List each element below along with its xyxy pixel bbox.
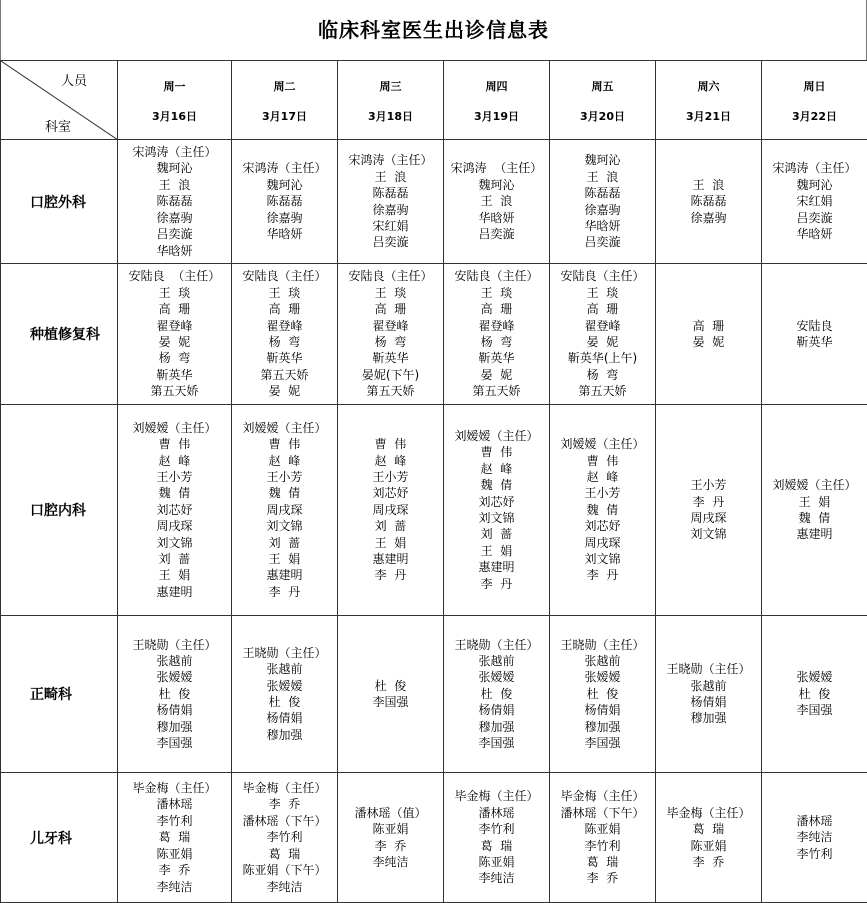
doctor-name: 王 琰 [374,285,407,300]
doctor-name: 王 娟 [480,543,513,558]
doctor-name: 魏 倩 [798,511,831,525]
schedule-cell [444,616,550,773]
doctor-name: 穆加强 [584,719,621,734]
doctor-name: 赵 峰 [374,453,407,468]
doctor-name: 李 丹 [586,568,619,583]
doctor-name: 张越前 [266,662,303,677]
doctor-name: 靳英华 [266,351,303,366]
doctor-name: 安陆良（主任） [242,269,327,284]
doctor-name: 刘文锦 [266,519,303,534]
schedule-cell [118,773,232,903]
doctor-name: 王小芳 [372,469,409,484]
doctor-name: 高 珊 [692,318,725,333]
doctor-name: 杜 俊 [480,686,513,701]
doctor-name: 晏妮(下午) [361,367,420,382]
doctor-name: 李 乔 [374,838,407,853]
schedule-cell [232,140,338,264]
doctor-name: 张嫒嫒 [156,670,193,685]
schedule-cell [338,140,444,264]
doctor-name: 刘芯妤 [372,486,409,501]
schedule-cell [656,140,762,264]
doctor-name: 张嫒嫒 [478,670,515,685]
doctor-name: 刘芯妤 [584,519,621,534]
schedule-cell [656,264,762,405]
doctor-name: 周戌琛 [372,502,409,517]
doctor-name: 陈磊磊 [584,186,621,201]
schedule-cell [118,405,232,616]
doctor-name: 李国强 [584,736,621,751]
doctor-name: 王小芳 [690,478,727,493]
doctor-name: 潘林瑶（值） [354,805,427,820]
doctor-name: 王 浪 [374,169,407,184]
doctor-name: 李竹利 [266,830,303,845]
doctor-name: 华晗妍 [584,218,621,233]
doctor-name: 宋鸿涛（主任） [242,161,327,176]
department-row [1,616,867,773]
doctor-name: 李竹利 [796,846,833,861]
doctor-name: 魏珂沁 [156,161,193,176]
doctor-name: 杜 俊 [798,686,831,701]
doctor-name: 李竹利 [478,822,515,837]
doctor-name: 李 丹 [692,494,725,509]
doctor-name: 曹 伟 [158,437,191,452]
doctor-name: 高 珊 [158,302,191,317]
doctor-name: 潘林瑶 [478,805,515,820]
day-name: 周六 [697,80,720,93]
corner-bottom-label: 科室 [45,120,72,135]
day-name: 周三 [379,80,402,93]
doctor-name: 第五天娇 [150,384,199,399]
doctor-name: 周戌琛 [156,519,193,534]
doctor-name: 魏珂沁 [266,177,303,192]
schedule-cell [338,773,444,903]
department-name: 口腔外科 [1,140,118,264]
doctor-name: 潘林瑶 [156,797,193,812]
doctor-name: 王 娟 [268,552,301,567]
schedule-cell [656,616,762,773]
doctor-name: 王小芳 [584,486,621,501]
doctor-name: 靳英华 [156,367,193,382]
doctor-name: 李竹利 [584,838,621,853]
doctor-name: 葛 瑞 [586,854,619,869]
doctor-name: 吕奕漩 [478,227,515,242]
schedule-cell [762,140,867,264]
doctor-name: 陈亚娟 [584,822,621,837]
doctor-name: 高 珊 [268,302,301,317]
day-date: 3月16日 [152,110,197,123]
doctor-name: 李 丹 [374,568,407,583]
schedule-cell [762,616,867,773]
doctor-name: 张越前 [478,653,515,668]
doctor-name: 晏 妮 [268,384,301,399]
doctor-name: 王晓勋（主任） [560,637,645,652]
doctor-name: 魏珂沁 [478,177,515,192]
doctor-name: 潘林瑶（下午） [560,805,645,820]
doctor-name: 葛 瑞 [480,838,513,853]
doctor-name: 杜 俊 [374,678,407,693]
doctor-name: 杨 弯 [480,335,513,349]
doctor-name: 赵 峰 [480,461,513,476]
doctor-name: 宋鸿涛（主任） [772,161,857,176]
doctor-name: 张越前 [690,678,727,693]
department-row [1,264,867,405]
doctor-name: 徐嘉驹 [266,210,303,225]
doctor-name: 张越前 [156,653,193,668]
day-name: 周五 [591,80,614,93]
day-date: 3月17日 [262,110,307,123]
day-header [338,61,444,140]
doctor-name: 晏 妮 [692,335,725,349]
doctor-name: 赵 峰 [158,453,191,468]
doctor-name: 刘嫒嫒（主任） [560,437,645,452]
doctor-name: 穆加强 [478,719,515,734]
doctor-name: 陈亚娟 [156,846,193,861]
doctor-name: 杨倩娟 [266,711,303,726]
doctor-name: 曹 伟 [480,445,513,460]
doctor-name: 杜 俊 [268,695,301,709]
doctor-name: 靳英华 [372,351,409,366]
doctor-name: 惠建明 [372,552,409,567]
doctor-name: 翟登峰 [584,318,621,333]
doctor-name: 宋红娟 [372,218,409,233]
department-name: 种植修复科 [1,264,118,405]
doctor-name: 李 乔 [268,797,301,812]
day-header [656,61,762,140]
doctor-name: 陈磊磊 [156,194,193,209]
doctor-name: 第五天娇 [260,367,309,382]
day-date: 3月21日 [686,110,731,123]
doctor-name: 陈亚娟 [372,822,409,837]
doctor-name: 华晗妍 [478,210,515,225]
doctor-name: 刘文锦 [690,527,727,542]
doctor-name: 李纯洁 [266,879,303,894]
doctor-name: 安陆良（主任） [560,269,645,284]
day-date: 3月22日 [792,110,837,123]
doctor-name: 李纯洁 [372,854,409,869]
doctor-name: 刘 蔷 [480,527,513,542]
corner-cell [1,61,118,140]
schedule-cell [550,405,656,616]
doctor-name: 吕奕漩 [156,227,193,242]
schedule-cell [656,773,762,903]
doctor-name: 王晓勋（主任） [454,637,539,652]
doctor-name: 杨 弯 [268,335,301,349]
doctor-name: 安陆良（主任） [454,269,539,284]
schedule-cell [444,264,550,405]
doctor-name: 曹 伟 [268,437,301,452]
doctor-name: 魏珂沁 [796,177,833,192]
doctor-name: 刘文锦 [156,535,193,550]
doctor-name: 杨 弯 [158,351,191,366]
day-header [762,61,867,140]
schedule-cell [232,405,338,616]
doctor-name: 王晓勋（主任） [242,645,327,660]
doctor-name: 刘嫒嫒（主任） [132,420,217,435]
doctor-name: 杨倩娟 [584,703,621,718]
doctor-name: 王小芳 [156,469,193,484]
department-row [1,405,867,616]
schedule-cell [118,616,232,773]
doctor-name: 穆加强 [266,727,303,742]
schedule-cell [550,773,656,903]
doctor-name: 杨 弯 [374,335,407,349]
schedule-table [0,60,867,903]
doctor-name: 刘芯妤 [478,494,515,509]
doctor-name: 潘林瑶（下午） [242,813,327,828]
doctor-name: 李纯洁 [478,871,515,886]
doctor-name: 张嫒嫒 [584,670,621,685]
doctor-name: 陈亚娟 [690,838,727,853]
doctor-name: 惠建明 [156,584,193,599]
doctor-name: 王 琰 [586,285,619,300]
doctor-name: 杨倩娟 [478,703,515,718]
doctor-name: 王 浪 [480,194,513,209]
doctor-name: 曹 伟 [374,437,407,452]
doctor-name: 靳英华(上午) [567,351,638,366]
doctor-name: 王 浪 [158,177,191,192]
doctor-name: 毕金梅（主任） [666,805,751,820]
department-name: 口腔内科 [1,405,118,616]
doctor-name: 晏 妮 [158,335,191,349]
page-title: 临床科室医生出诊信息表 [0,0,867,60]
doctor-name: 周戌琛 [584,535,621,550]
schedule-cell [444,140,550,264]
doctor-name: 周戌琛 [690,511,727,525]
schedule-cell [550,264,656,405]
day-name: 周日 [803,80,826,93]
department-name: 正畸科 [1,616,118,773]
corner-top-label: 人员 [60,74,87,89]
doctor-name: 李 乔 [586,871,619,886]
doctor-name: 杜 俊 [158,686,191,701]
schedule-cell [338,616,444,773]
doctor-name: 安陆良（主任） [348,269,433,284]
doctor-name: 晏 妮 [480,367,513,382]
doctor-name: 魏 倩 [268,486,301,501]
day-name: 周二 [273,80,296,93]
doctor-name: 王晓勋（主任） [666,662,751,677]
doctor-name: 王 琰 [480,285,513,300]
doctor-name: 惠建明 [266,568,303,583]
schedule-cell [550,616,656,773]
doctor-name: 陈磊磊 [266,194,303,209]
doctor-name: 刘嫒嫒（主任） [454,428,539,443]
doctor-name: 高 珊 [480,302,513,317]
schedule-cell [118,140,232,264]
doctor-name: 靳英华 [478,351,515,366]
day-date: 3月18日 [368,110,413,123]
doctor-name: 毕金梅（主任） [560,789,645,804]
doctor-name: 刘 蔷 [158,552,191,567]
doctor-name: 惠建明 [796,527,833,542]
doctor-name: 魏 倩 [158,486,191,501]
doctor-name: 穆加强 [156,719,193,734]
doctor-name: 吕奕漩 [584,235,621,250]
schedule-cell [550,140,656,264]
doctor-name: 陈磊磊 [690,194,727,209]
doctor-name: 王 娟 [374,535,407,550]
doctor-name: 李国强 [796,703,833,718]
doctor-name: 杨倩娟 [156,703,193,718]
doctor-name: 靳英华 [796,335,833,349]
doctor-name: 张越前 [584,653,621,668]
doctor-name: 李 乔 [158,863,191,878]
doctor-name: 翟登峰 [266,318,303,333]
schedule-cell [118,264,232,405]
doctor-name: 王 娟 [798,494,831,509]
doctor-name: 李纯洁 [796,830,833,845]
doctor-name: 张嫒嫒 [266,678,303,693]
doctor-name: 杨倩娟 [690,695,727,709]
doctor-name: 宋鸿涛（主任） [132,145,217,160]
doctor-name: 宋鸿涛（主任） [348,153,433,168]
doctor-name: 第五天娇 [472,384,521,399]
doctor-name: 惠建明 [478,560,515,575]
doctor-name: 李 乔 [692,854,725,869]
doctor-name: 高 珊 [586,302,619,317]
day-header [550,61,656,140]
doctor-name: 第五天娇 [366,384,415,399]
doctor-name: 李国强 [372,695,409,709]
doctor-name: 赵 峰 [586,469,619,484]
schedule-cell [338,264,444,405]
doctor-name: 刘文锦 [584,552,621,567]
doctor-name: 刘 蔷 [374,519,407,534]
day-date: 3月19日 [474,110,519,123]
doctor-name: 潘林瑶 [796,813,833,828]
schedule-cell [232,616,338,773]
doctor-name: 赵 峰 [268,453,301,468]
schedule-cell [338,405,444,616]
doctor-name: 曹 伟 [586,453,619,468]
doctor-name: 李纯洁 [156,879,193,894]
doctor-name: 翟登峰 [478,318,515,333]
doctor-name: 杨 弯 [586,367,619,382]
doctor-name: 杜 俊 [586,686,619,701]
doctor-name: 毕金梅（主任） [132,781,217,796]
day-name: 周一 [163,80,186,93]
schedule-cell [444,405,550,616]
header-row [1,61,867,140]
doctor-name: 华晗妍 [796,227,833,242]
doctor-name: 穆加强 [690,711,727,726]
doctor-name: 陈亚娟（下午） [242,863,327,878]
doctor-name: 宋红娟 [796,194,833,209]
doctor-name: 王晓勋（主任） [132,637,217,652]
doctor-name: 王 娟 [158,568,191,583]
schedule-cell [762,264,867,405]
doctor-name: 魏 倩 [586,502,619,517]
doctor-name: 魏 倩 [480,478,513,493]
doctor-name: 王 琰 [158,285,191,300]
doctor-name: 徐嘉驹 [690,210,727,225]
doctor-name: 李 丹 [268,584,301,599]
day-header [444,61,550,140]
doctor-name: 李国强 [156,736,193,751]
department-name: 儿牙科 [1,773,118,903]
doctor-name: 刘嫒嫒（主任） [242,420,327,435]
doctor-name: 安陆良 [796,318,833,333]
doctor-name: 陈亚娟 [478,854,515,869]
doctor-name: 安陆良 （主任） [128,269,221,284]
doctor-name: 宋鸿涛 （主任） [450,161,543,176]
doctor-name: 第五天娇 [578,384,627,399]
doctor-name: 魏珂沁 [584,153,621,168]
doctor-name: 张嫒嫒 [796,670,833,685]
schedule-cell [232,264,338,405]
doctor-name: 翟登峰 [156,318,193,333]
doctor-name: 高 珊 [374,302,407,317]
doctor-name: 徐嘉驹 [372,202,409,217]
day-name: 周四 [485,80,508,93]
department-row [1,140,867,264]
doctor-name: 刘芯妤 [156,502,193,517]
doctor-name: 华晗妍 [156,243,193,258]
doctor-name: 葛 瑞 [692,822,725,837]
doctor-name: 李 丹 [480,576,513,591]
doctor-name: 王 浪 [692,177,725,192]
doctor-name: 葛 瑞 [268,846,301,861]
doctor-name: 毕金梅（主任） [454,789,539,804]
doctor-name: 葛 瑞 [158,830,191,845]
schedule-cell [656,405,762,616]
doctor-name: 刘文锦 [478,511,515,525]
day-date: 3月20日 [580,110,625,123]
day-header [118,61,232,140]
doctor-name: 吕奕漩 [372,235,409,250]
doctor-name: 吕奕漩 [796,210,833,225]
doctor-name: 刘 蔷 [268,535,301,550]
doctor-name: 毕金梅（主任） [242,781,327,796]
doctor-name: 王 琰 [268,285,301,300]
schedule-cell [444,773,550,903]
schedule-cell [232,773,338,903]
schedule-cell [762,405,867,616]
doctor-name: 李国强 [478,736,515,751]
schedule-cell [762,773,867,903]
doctor-name: 翟登峰 [372,318,409,333]
doctor-name: 徐嘉驹 [584,202,621,217]
doctor-name: 李竹利 [156,813,193,828]
doctor-name: 周戌琛 [266,502,303,517]
doctor-name: 华晗妍 [266,227,303,242]
doctor-name: 陈磊磊 [372,186,409,201]
department-row [1,773,867,903]
doctor-name: 徐嘉驹 [156,210,193,225]
doctor-name: 晏 妮 [586,335,619,349]
doctor-name: 王小芳 [266,469,303,484]
day-header [232,61,338,140]
doctor-name: 王 浪 [586,169,619,184]
doctor-name: 刘嫒嫒（主任） [772,478,857,493]
